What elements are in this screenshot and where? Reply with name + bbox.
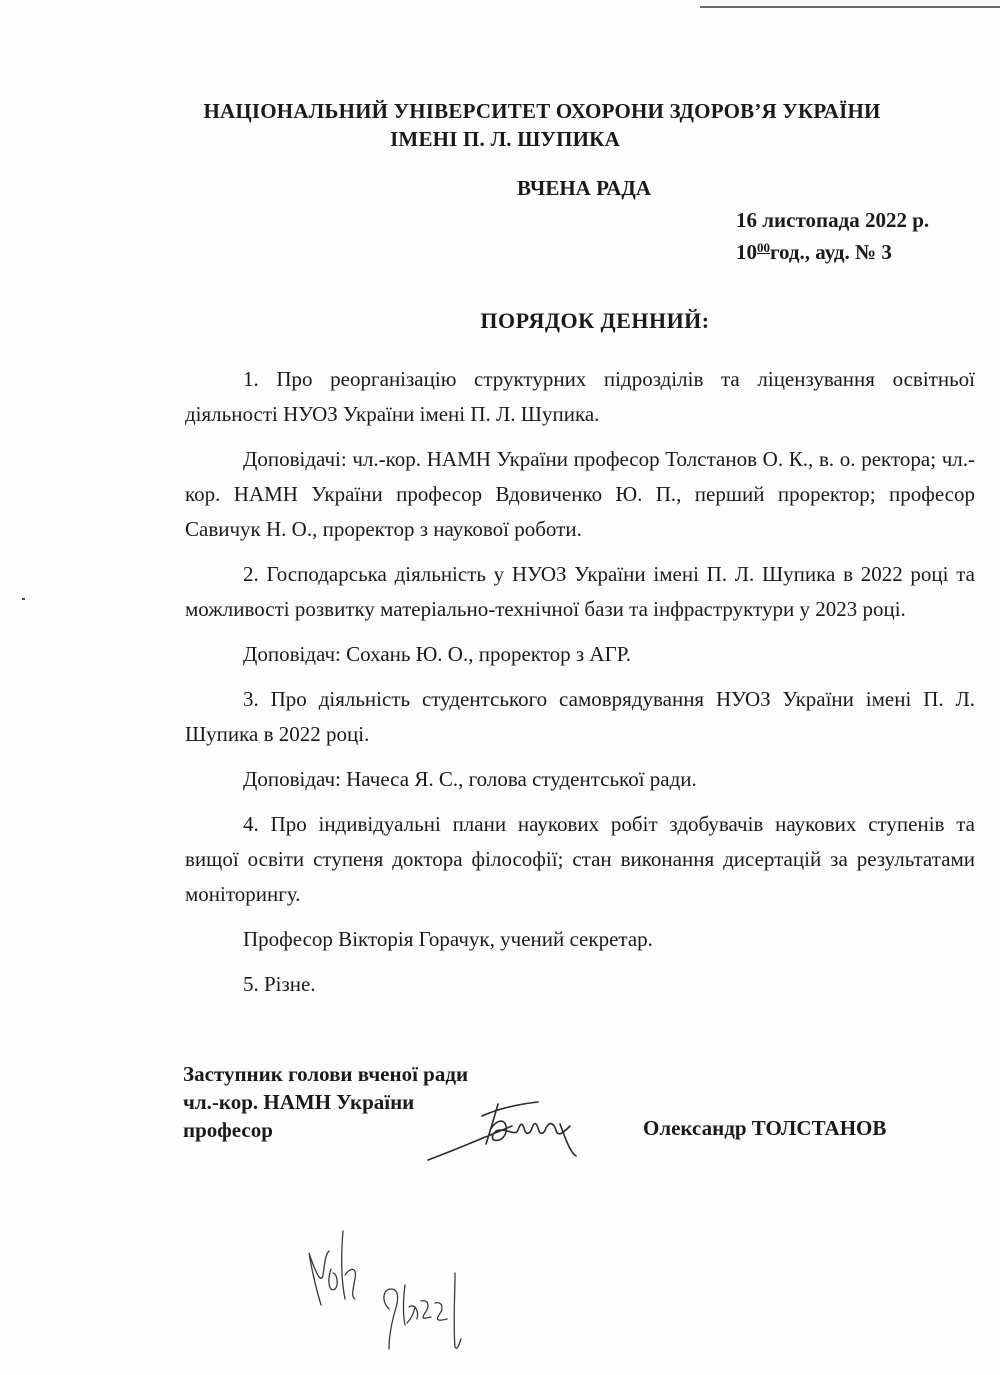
meeting-time-hour: 10 [736,240,757,264]
scan-artifact [22,598,25,600]
meeting-time [736,234,929,266]
scan-edge-line [700,6,1000,8]
agenda-item-3-speaker: Доповідач: Начеса Я. С., голова студентської ради. [243,767,697,791]
university-name-line2: ІМЕНІ П. Л. ШУПИКА [390,127,620,151]
meeting-date: 16 листопада 2022 р. [736,208,930,232]
agenda-item-2-speaker: Доповідач: Сохань Ю. О., проректор з АГР. [243,642,632,666]
handwritten-note [285,1215,485,1365]
signatory-rank: чл.-кор. НАМН України [183,1090,415,1114]
agenda-item-1-speaker: Доповідачі: чл.-кор. НАМН України професор Толстанов О. К., в. о. ректора; чл.-кор. НАМН України професор Вдовиченко Ю. П., перший проректор; професор Савичук Н. О., проректор з наукової роботи. [185,447,975,541]
signatory-role: Заступник голови вченої ради [183,1062,469,1086]
meeting-time-minutes: 00 [757,240,770,255]
council-title: ВЧЕНА РАДА [516,176,652,200]
agenda-body [185,362,975,1006]
signatory-position: професор [183,1118,273,1142]
agenda-item-5: 5. Різне. [243,972,316,996]
agenda-item-4-speaker: Професор Вікторія Горачук, учений секретар. [243,927,653,951]
signatory-name: Олександр ТОЛСТАНОВ [643,1116,887,1140]
university-name-line1: НАЦІОНАЛЬНИЙ УНІВЕРСИТЕТ ОХОРОНИ ЗДОРОВ’Я УКРАЇНИ [203,99,881,123]
agenda-item-3: 3. Про діяльність студентського самоврядування НУОЗ України імені П. Л. Шупика в 2022 році. [185,687,975,746]
handwritten-signature [420,1090,590,1165]
agenda-item-2: 2. Господарська діяльність у НУОЗ України імені П. Л. Шупика в 2022 році та можливості розвитку матеріально-технічної бази та інфраструктури у 2023 році. [185,562,975,621]
agenda-item-4: 4. Про індивідуальні плани наукових робіт здобувачів наукових ступенів та вищої освіти ступеня доктора філософії; стан виконання дисертацій за результатами моніторингу. [185,812,975,906]
agenda-title: ПОРЯДОК ДЕННИЙ: [480,308,710,333]
meeting-info [736,206,929,266]
agenda-item-1: 1. Про реорганізацію структурних підрозділів та ліцензування освітньої діяльності НУОЗ України імені П. Л. Шупика. [185,367,975,426]
meeting-time-rest: год., ауд. № 3 [770,240,892,264]
